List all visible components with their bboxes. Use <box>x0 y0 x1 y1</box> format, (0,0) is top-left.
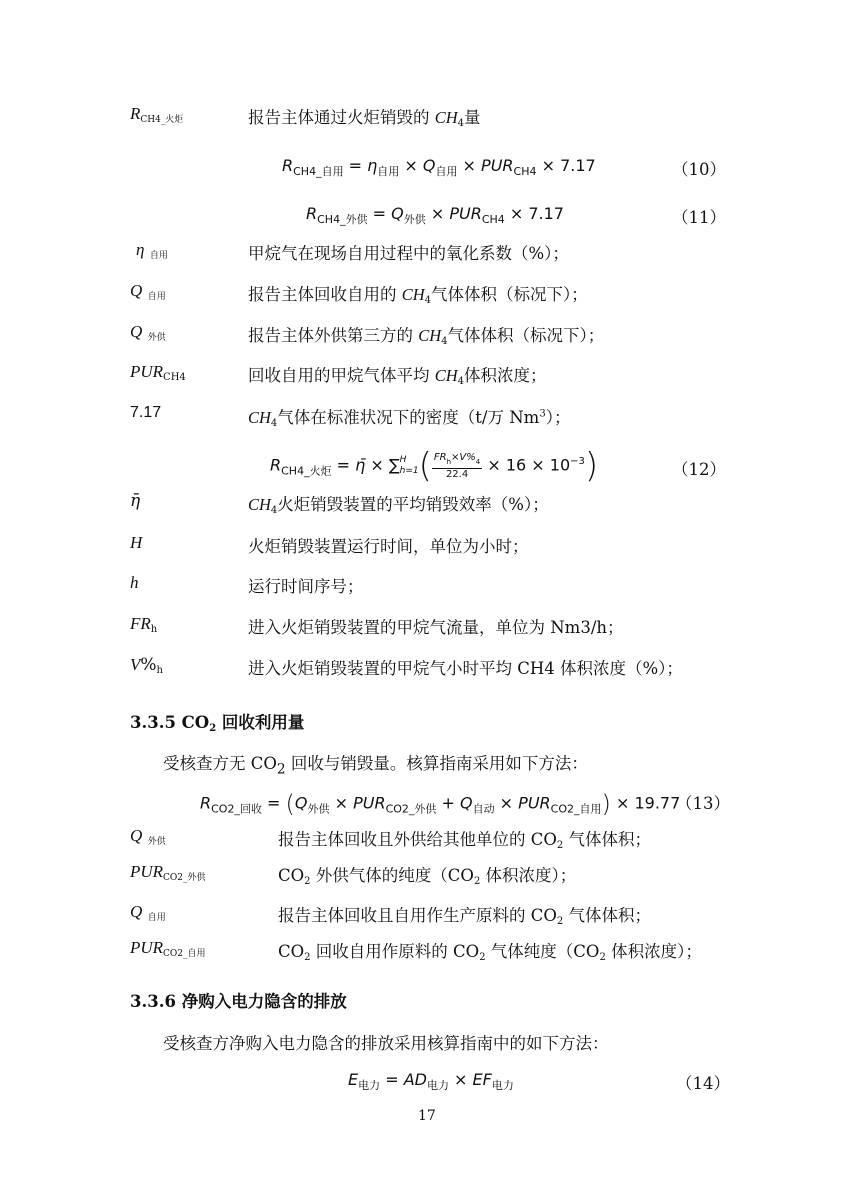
page-number: 17 <box>418 1108 436 1124</box>
equation-number-11: （11） <box>672 208 726 227</box>
symbol-v-pct-h: $V\%_h$ <box>130 655 163 676</box>
symbol-h-lower: h <box>130 573 139 592</box>
section-heading-3-3-6: 3.3.6 净购入电力隐含的排放 <box>130 992 347 1011</box>
desc-eta-self: 甲烷气在现场自用过程中的氧化系数（%）； <box>248 244 569 263</box>
section-heading-3-3-5: 3.3.5 $CO_2$ 回收利用量 <box>130 713 305 734</box>
symbol-eta-self: η 自用 <box>136 240 168 261</box>
symbol-eta-bar: η̄ <box>130 491 141 511</box>
equation-number-12: （12） <box>672 460 726 479</box>
symbol-717: 7.17 <box>130 404 162 421</box>
equation-10: $R_{CH4\_自用} = \eta_{自用} \times Q_{自用} \times PUR_{CH4} \times 7.17$ <box>282 156 596 178</box>
symbol-pur-co2-ext: PURCO2_外供 <box>130 862 206 883</box>
symbol-q-self-co2: Q 自用 <box>130 902 166 923</box>
equation-12: $R_{CH4\_火炬}$ = η̄ × ∑ H h=1 ( $\frac{FR_h\times V\%_4}{22.4}$ × $16 \times 10^{-3}$) <box>270 446 599 486</box>
equation-number-13: （13） <box>676 794 730 813</box>
section-paragraph-3-3-6: 受核查方净购入电力隐含的排放采用核算指南中的如下方法： <box>163 1034 609 1053</box>
desc-v-pct-h: 进入火炬销毁装置的甲烷气小时平均 CH4 体积浓度（%）； <box>248 659 683 678</box>
symbol-h-upper: H <box>130 533 143 552</box>
symbol-q-ext: Q 外供 <box>130 322 166 343</box>
equation-14: $E_{电力} = AD_{电力} \times EF_{电力}$ <box>348 1070 514 1092</box>
desc-pur-ch4: 回收自用的甲烷气体平均 $CH_4$体积浓度； <box>248 366 547 387</box>
desc-fr-h: 进入火炬销毁装置的甲烷气流量，单位为 Nm3/h； <box>248 618 624 637</box>
symbol-q-self: Q 自用 <box>130 281 166 302</box>
equation-13: $R_{CO2\_回收} = (Q_{外供} \times PUR_{CO2\_外供} + Q_{自动} \times PUR_{CO2\_自用}) \times 19.77$ <box>200 790 681 818</box>
section-paragraph-3-3-5: 受核查方无 $CO_2$ 回收与销毁量。核算指南采用如下方法： <box>163 754 588 778</box>
desc-pur-co2-ext: $CO_2$ 外供气体的纯度（$CO_2$ 体积浓度）； <box>278 866 577 887</box>
symbol-pur-ch4: $PUR_{CH4}$ <box>130 362 186 383</box>
symbol-q-ext-co2: Q 外供 <box>130 826 166 847</box>
symbol-pur-co2-self: PURCO2_自用 <box>130 938 206 959</box>
equation-number-14: （14） <box>676 1074 730 1093</box>
desc-h-lower: 运行时间序号； <box>248 577 364 596</box>
symbol-r-ch4-flare: RCH4_火炬 <box>130 104 184 125</box>
desc-717: $CH_4$气体在标准状况下的密度（t/万 Nm$^3$）； <box>248 408 571 429</box>
desc-q-ext: 报告主体外供第三方的 $CH_4$气体体积（标况下）； <box>248 326 605 347</box>
desc-q-self: 报告主体回收自用的 $CH_4$气体体积（标况下）； <box>248 285 588 306</box>
desc-h-upper: 火炬销毁装置运行时间，单位为小时； <box>248 537 529 556</box>
desc-r-ch4-flare: 报告主体通过火炬销毁的 $CH_4$量 <box>248 108 481 129</box>
desc-eta-bar: $CH_4$火炬销毁装置的平均销毁效率（%）； <box>248 495 549 516</box>
equation-number-10: （10） <box>672 160 726 179</box>
desc-q-ext-co2: 报告主体回收且外供给其他单位的 $CO_2$ 气体体积； <box>278 830 652 851</box>
desc-pur-co2-self: $CO_2$ 回收自用作原料的 $CO_2$ 气体纯度（$CO_2$ 体积浓度）； <box>278 942 702 963</box>
symbol-fr-h: $FR_h$ <box>130 614 158 635</box>
equation-11: $R_{CH4\_外供} = Q_{外供} \times PUR_{CH4} \times 7.17$ <box>306 204 564 226</box>
desc-q-self-co2: 报告主体回收且自用作生产原料的 $CO_2$ 气体体积； <box>278 906 652 927</box>
